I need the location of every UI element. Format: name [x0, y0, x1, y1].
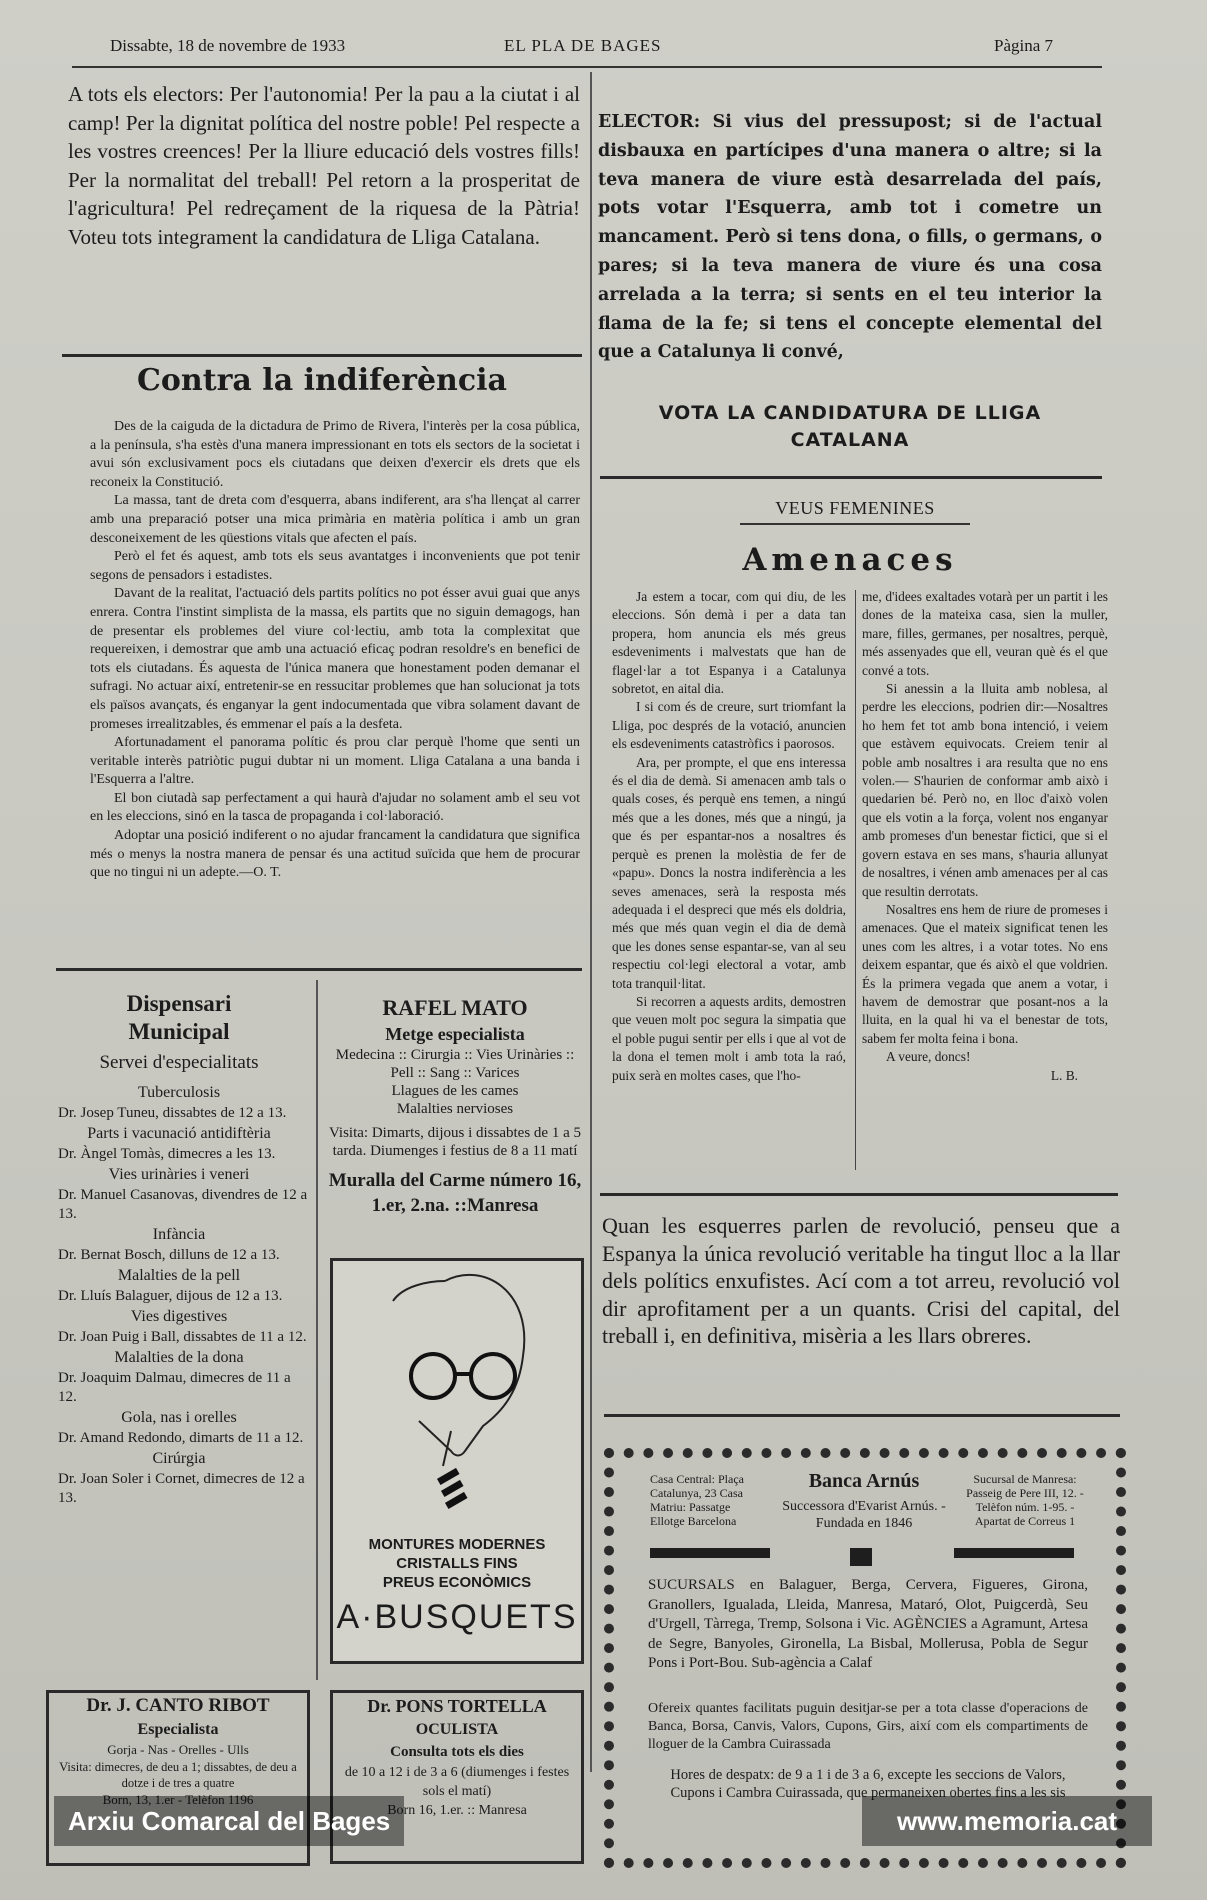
- banca-emblem-icon: [850, 1548, 872, 1566]
- specialty: Infància: [152, 1226, 206, 1243]
- paragraph: Adoptar una posició indiferent o no ajudar francament la candidatura que significa més o menys la nostra manera de pensar és una actitud suïcida que hem de procurar que no tingui ni un adepte.—O. T.: [90, 828, 580, 881]
- divider: [604, 1414, 1120, 1417]
- specialty: Cirúrgia: [152, 1450, 206, 1467]
- ad-line: Llagues de les cames: [391, 1083, 519, 1099]
- specialty-doctor: Dr. Josep Tuneu, dissabtes de 12 a 13.: [58, 1105, 287, 1121]
- paragraph: Ara, per prompte, el que ens interessa és el dia de demà. Si amenacen amb tals o quals coses, és perquè ens temen, a ningú més que a les dones, més que a ningú, ja que és per espantar-nos a nosaltres és perquè es prenen la molèstia de fer de «papu». Doncs la nostra indiferència a les seves amenaces, serà la resposta més adequada i el despreci que més els doldria, més que més quan vegin el dia de demà que les dones sense espantar-se, van al seu respectiu col·legi electoral a votar, amb tota tranquil·litat.: [612, 754, 846, 991]
- list-item: [48, 1306, 310, 1347]
- busquets-line: PREUS ECONÒMICS: [382, 1574, 532, 1591]
- paragraph: Des de la caiguda de la dictadura de Primo de Rivera, l'interès per la cosa pública, a la península, s'ha estès d'una manera impressionant en tots els sectors de la societat i avui són exclusivament pocs els ciutadans que deixen d'exercir els drets que els reconeix la Constitució.: [90, 419, 580, 490]
- dispensari-title: Dispensari: [126, 991, 232, 1016]
- elector-call: VOTA LA CANDIDATURA DE LLIGA CATALANA: [658, 402, 1042, 451]
- contra-body: [90, 418, 580, 883]
- ad-address: Born, 13, 1.er - Telèfon 1196: [102, 1792, 254, 1807]
- elector-text: ELECTOR: Si vius del pressupost; si de l'actual disbauxa en partícipes d'una manera o altre; si la teva manera de viure està desarrelada del país, pots votar l'Esquerra, amb tot i cometre un mancament. Però si tens dona, o fills, o germans, o pares; si la teva manera de viure és una cosa arrelada a la terra; si sents en el teu interior la flama de la fe; si tens el concepte elemental del que a Catalunya li convé,: [598, 112, 1102, 363]
- specialty: Gola, nas i orelles: [121, 1409, 237, 1426]
- header-date: Dissabte, 18 de novembre de 1933: [110, 36, 346, 55]
- paragraph: El bon ciutadà sap perfectament a qui haurà d'ajudar no solament amb el seu vot en les eleccions, sinó en la tasca de propaganda i col·laboració.: [90, 790, 580, 825]
- list-item: [48, 1407, 310, 1448]
- specialty: Tuberculosis: [137, 1084, 221, 1101]
- list-item: [48, 1448, 310, 1508]
- specialty: Vies digestives: [130, 1308, 228, 1325]
- ad-specs: Medecina :: Cirurgia :: Vies Urinàries :: Pell :: Sang :: Varices: [335, 1047, 575, 1081]
- ad-title: Metge especialista: [385, 1024, 525, 1044]
- divider: [600, 476, 1102, 479]
- divider: [954, 1548, 1074, 1558]
- banca-sucursals: SUCURSALS en Balaguer, Berga, Cervera, Figueres, Girona, Granollers, Igualada, Lleida, Manresa, Mataró, Olot, Puigcerdà, Seu d'Urgell, Tàrrega, Tremp, Solsona i Vic. AGÈNCIES a Agramunt, Artesa de Segre, Banyoles, Gironella, La Bisbal, Mollerusa, Pobla de Segur Pons i Port-Bou. Sub-agència a Calaf: [648, 1577, 1088, 1671]
- divider: [650, 1548, 770, 1558]
- specialty: Malalties de la pell: [117, 1267, 241, 1284]
- veus-col2: [862, 588, 1108, 1085]
- website-watermark: www.memoria.cat: [862, 1796, 1152, 1846]
- veus-col1: [612, 588, 846, 1085]
- ad-address: Muralla del Carme número 16, 1.er, 2.na. ::Manresa: [328, 1170, 582, 1216]
- face-illustration-icon: [333, 1261, 581, 1531]
- paragraph: La massa, tant de dreta com d'esquerra, abans indiferent, ara s'ha llençat al carrer amb una preparació potser una mica primària en matèria política i amb un gran desconeixement de les qüestions vitals que afecten el país.: [90, 493, 580, 546]
- ad-line: Malalties nervioses: [396, 1101, 514, 1117]
- list-item: [48, 1164, 310, 1224]
- divider: [56, 968, 582, 971]
- header-page: Pàgina 7: [994, 36, 1054, 55]
- dispensari-list: [48, 1082, 310, 1508]
- ad-visit: Visita: Dimarts, dijous i dissabtes de 1 a 5 tarda. Diumenges i festius de 8 a 11 matí: [329, 1125, 581, 1159]
- banca-subtitle: Successora d'Evarist Arnús. - Fundada en 1846: [782, 1499, 946, 1531]
- list-item: [48, 1082, 310, 1123]
- signature: L. B.: [1050, 1067, 1078, 1083]
- paragraph: Si recorren a aquests ardits, demostren que veuen molt poc segura la simpatia que el poble pugui sentir per ells i que al vot de la dona el temen molt i amb tota la raó, puix serà en moltes cases, que l'ho-: [612, 993, 846, 1083]
- specialty: Parts i vacunació antidiftèria: [87, 1125, 271, 1142]
- dispensari-subtitle: Servei d'especialitats: [99, 1052, 259, 1073]
- ad-name: Dr. PONS TORTELLA: [367, 1696, 547, 1716]
- paragraph: Però el fet és aquest, amb tots els seus avantatges i inconvenients que pot tenir segons de pensadors i estadistes.: [90, 549, 580, 583]
- ad-name: Dr. J. CANTO RIBOT: [86, 1695, 270, 1716]
- column-rule: [316, 980, 318, 1680]
- ad-visit: Visita: dimecres, de deu a 1; dissabtes, de deu a dotze i de tres a quatre: [59, 1760, 297, 1790]
- paragraph: Afortunadament el panorama polític és prou clar perquè l'home que senti un veritable interès patriòtic pugui dubtar ni un moment. Lliga Catalana a una banda i l'Esquerra a l'altre.: [90, 735, 580, 788]
- banca-right: Sucursal de Manresa: Passeig de Pere III, 12. - Telèfon núm. 1-95. - Apartat de Correus 1: [966, 1472, 1084, 1528]
- divider: [62, 354, 582, 357]
- ad-title: Especialista: [137, 1721, 219, 1738]
- paragraph: A veure, doncs!: [886, 1049, 971, 1065]
- dispensari-title: Municipal: [128, 1019, 230, 1044]
- banca-left: Casa Central: Plaça Catalunya, 23 Casa Matriu: Passatge Ellotge Barcelona: [650, 1472, 744, 1528]
- specialty: Malalties de la dona: [114, 1349, 244, 1366]
- specialty-doctor: Dr. Manuel Casanovas, divendres de 12 a 13.: [58, 1187, 308, 1222]
- paragraph: I si com és de creure, surt triomfant la Lliga, poc després de la votació, anuncien els esdeveniments catastròfics i paorosos.: [612, 699, 846, 752]
- rafel-mato-ad: [324, 994, 586, 1218]
- contra-title: Contra la indiferència: [137, 363, 507, 398]
- ad-name: RAFEL MATO: [382, 995, 528, 1020]
- specialty-doctor: Dr. Joan Puig i Ball, dissabtes de 11 a 12.: [58, 1329, 307, 1345]
- list-item: [48, 1265, 310, 1306]
- busquets-brand: A·BUSQUETS: [336, 1598, 578, 1636]
- divider: [600, 1193, 1118, 1196]
- specialty-doctor: Dr. Bernat Bosch, dilluns de 12 a 13.: [58, 1247, 280, 1263]
- veus-title: Amenaces: [742, 542, 958, 578]
- specialty-doctor: Dr. Lluís Balaguer, dijous de 12 a 13.: [58, 1288, 283, 1304]
- ad-address: Born 16, 1.er. :: Manresa: [387, 1803, 527, 1818]
- ad-specs: Gorja - Nas - Orelles - Ulls: [107, 1742, 249, 1757]
- specialty-doctor: Dr. Àngel Tomàs, dimecres a les 13.: [58, 1146, 276, 1162]
- paragraph: me, d'idees exaltades votarà per un partit i les dones de la mateixa casa, sien la muller, mare, filles, germanes, per nosaltres, perquè, més assenyades que ell, veuran què és el que convé a tots.: [862, 589, 1108, 678]
- busquets-line: CRISTALLS FINS: [396, 1555, 518, 1572]
- ad-consult: Consulta tots els dies: [390, 1744, 524, 1760]
- ad-hours: de 10 a 12 i de 3 a 6 (diumenges i festes sols el matí): [344, 1765, 570, 1799]
- dispensari-box: [48, 990, 310, 1508]
- column-rule: [855, 590, 856, 1170]
- banca-ofereix: Ofereix quantes facilitats puguin desitjar-se per a tota classe d'operacions de Banca, Borsa, Canvis, Valors, Cupons, Girs, així com els compartiments de lloguer de la Cambra Cuirassada: [648, 1701, 1088, 1752]
- busquets-ad: [330, 1258, 584, 1664]
- specialty-doctor: Dr. Joan Soler i Cornet, dimecres de 12 a 13.: [58, 1471, 305, 1506]
- banca-hores: Hores de despatx: de 9 a 1 i de 3 a 6, excepte les seccions de Valors, Cupons i Cambra Cuirassada, que permaneixen obertes fins a les sis: [670, 1767, 1066, 1801]
- paragraph: Davant de la realitat, l'actuació dels partits polítics no pot ésser avui guai que anys enrera. Contra l'instint simplista de la massa, els partits que no siguin demagogs, han de presentar els problemes del viure col·lectiu, amb tota la complexitat que requereixen, i demostrar que amb una actuació eficaç podran resoldre's en benefici de tots els ciutadans. És aquesta de l'única manera que honestament poden demanar el sufragi. No actuar així, entretenir-se en ressucitar problemes que han solucionat ja tots els països avançats, és enganyar la gent indocumentada que vibra solament davant de promeses irrealitzables, és emmenar el país a la desfeta.: [90, 586, 580, 732]
- paragraph: Si anessin a la lluita amb noblesa, al perdre les eleccions, podrien dir:—Nosaltres ho hem fet tot amb bona intenció, i veiem que estàvem equivocats. Creiem tenir al poble amb nosaltres i ara resulta que no ens volen.— S'haurien de conformar amb això i quedarien bé. Però no, en lloc d'això volen que els votin a la força, volent nos enganyar amb promeses d'un benestar fictici, que si el govern estava en ses mans, s'hauria allunyat de nosaltres, i vénen amb amenaces per al cas que resultin derrotats.: [862, 681, 1108, 899]
- list-item: [48, 1347, 310, 1407]
- specialty-doctor: Dr. Joaquim Dalmau, dimecres de 11 a 12.: [58, 1370, 291, 1405]
- paragraph: Ja estem a tocar, com qui diu, de les eleccions. Són demà i per a data tan propera, hom anuncia els més greus esdeveniments i malvestats que han de flagel·lar a tot Espanya i a Catalunya sobretot, en aital dia.: [612, 589, 846, 697]
- specialty: Vies urinàries i veneri: [108, 1166, 250, 1183]
- list-item: [48, 1224, 310, 1265]
- specialty-doctor: Dr. Amand Redondo, dimarts de 11 a 12.: [58, 1430, 304, 1446]
- busquets-line: MONTURES MODERNES: [368, 1536, 546, 1553]
- banca-title: Banca Arnús: [808, 1470, 920, 1492]
- electors-appeal: A tots els electors: Per l'autonomia! Per la pau a la ciutat i al camp! Per la dignitat política del nostre poble! Pel respecte a les vostres creences! Per la lliure educació dels vostres fills! Per la normalitat del treball! Pel retorn a la prosperitat de l'agricultura! Pel redreçament de la riquesa de la Pàtria! Voteu tots integrament la candidatura de Lliga Catalana.: [68, 82, 580, 249]
- column-rule: [590, 72, 592, 1772]
- page-header: [72, 22, 1102, 68]
- archive-watermark: Arxiu Comarcal del Bages: [54, 1796, 404, 1846]
- veus-section: VEUS FEMENINES: [740, 498, 970, 525]
- paragraph: Nosaltres ens hem de riure de promeses i amenaces. Que el mateix significat tenen les unes com les altres, i a votar totes. No ens deixem espantar, que és això el que voldrien. És la primera vegada que anem a votar, i havem de demostrar que posant-nos a la lluita, en la qual hi va el benestar de tots, sabem fer molta feina i bona.: [862, 901, 1108, 1046]
- ad-title: OCULISTA: [415, 1721, 499, 1738]
- quan-text: Quan les esquerres parlen de revolució, penseu que a Espanya la única revolució veritable ha tingut lloc a la llar dels polítics enxufistes. Ací com a tot arreu, revolució vol dir aprofitament per a un quants. Crisi del capital, del treball i, en definitiva, misèria a les llars obreres.: [602, 1213, 1120, 1348]
- header-title: EL PLA DE BAGES: [504, 36, 662, 55]
- list-item: [48, 1123, 310, 1164]
